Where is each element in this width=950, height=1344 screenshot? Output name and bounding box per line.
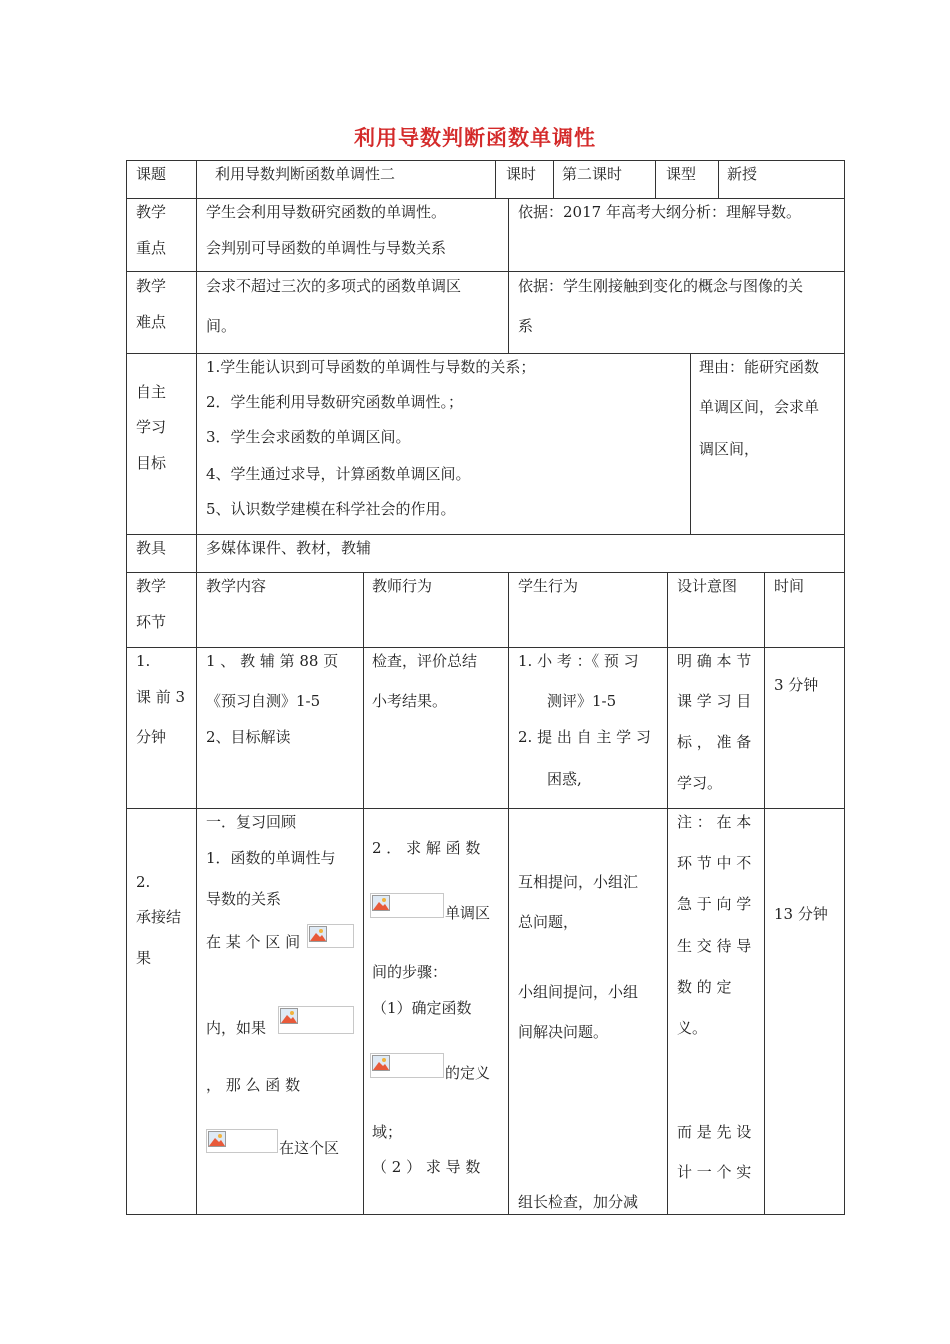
objective-item: 1.学生能认识到可导函数的单调性与导数的关系；: [206, 358, 536, 376]
stage2-content: 导数的关系: [206, 890, 282, 908]
table-rule: [126, 572, 845, 573]
table-rule: [764, 572, 765, 1215]
table-rule: [508, 572, 509, 1215]
image-placeholder-icon: [372, 1055, 390, 1071]
stage1-stage: 课 前 3: [136, 688, 186, 706]
difficulties-basis: 系: [518, 317, 534, 335]
col-content: 教学内容: [206, 577, 267, 595]
stage2-student: 总问题，: [518, 913, 579, 931]
stage2-teacher: 域；: [372, 1123, 403, 1141]
stage1-design: 学习。: [677, 774, 723, 792]
difficulties-label: 难点: [136, 313, 167, 331]
col-teacher: 教师行为: [372, 577, 433, 595]
stage2-time: 13 分钟: [774, 905, 828, 923]
stage1-content: 1 、 教 辅 第 88 页: [206, 652, 339, 670]
stage1-time: 3 分钟: [774, 676, 819, 694]
table-rule: [126, 808, 845, 809]
type-value: 新授: [727, 165, 758, 183]
topic-label: 课题: [136, 165, 167, 183]
table-rule: [655, 160, 656, 199]
objectives-label: 自主: [136, 383, 167, 401]
objectives-label: 学习: [136, 418, 167, 436]
objective-item: 2．学生能利用导数研究函数单调性。；: [206, 393, 464, 411]
stage2-teacher: 单调区: [445, 904, 491, 922]
col-stage: 环节: [136, 613, 167, 631]
table-rule: [667, 572, 668, 1215]
type-label: 课型: [666, 165, 697, 183]
stage2-design: 数 的 定: [677, 978, 732, 996]
image-placeholder-icon: [309, 926, 327, 942]
stage2-student: 组长检查，加分减: [518, 1193, 639, 1211]
col-stage: 教学: [136, 577, 167, 595]
stage2-teacher: （ 2 ） 求 导 数: [372, 1158, 481, 1176]
stage2-student: 间解决问题。: [518, 1023, 609, 1041]
stage1-design: 明 确 本 节: [677, 652, 752, 670]
formula-image: [370, 1053, 444, 1078]
col-design: 设计意图: [677, 577, 738, 595]
stage2-design: 环 节 中 不: [677, 854, 752, 872]
stage2-stage: 果: [136, 949, 152, 967]
key-point-line: 会判别可导函数的单调性与导数关系: [206, 239, 447, 257]
stage2-design: 生 交 待 导: [677, 937, 752, 955]
objective-item: 4、学生通过求导，计算函数单调区间。: [206, 465, 471, 483]
stage1-student: 测评》1-5: [547, 692, 617, 710]
formula-image: [206, 1129, 278, 1153]
stage2-teacher: 的定义: [445, 1064, 491, 1082]
objective-reason: 调区间，: [699, 440, 760, 458]
stage2-content: 一．复习回顾: [206, 813, 297, 831]
image-placeholder-icon: [372, 895, 390, 911]
difficulty-line: 间。: [206, 317, 237, 335]
col-time: 时间: [774, 577, 805, 595]
table-rule: [363, 572, 364, 1215]
period-value: 第二课时: [562, 165, 623, 183]
stage1-stage: 1.: [136, 652, 151, 670]
objective-reason: 理由：能研究函数: [699, 358, 820, 376]
key-points-basis: 依据：2017 年高考大纲分析：理解导数。: [518, 203, 801, 221]
table-rule: [126, 353, 845, 354]
col-student: 学生行为: [518, 577, 579, 595]
image-placeholder-icon: [208, 1131, 226, 1147]
stage1-student: 1. 小 考 ：《 预 习: [518, 652, 639, 670]
difficulties-basis: 依据：学生刚接触到变化的概念与图像的关: [518, 277, 804, 295]
objective-reason: 单调区间，会求单: [699, 398, 820, 416]
stage1-design: 课 学 习 目: [677, 692, 752, 710]
stage2-teacher: 间的步骤：: [372, 963, 448, 981]
stage2-content: 内，如果: [206, 1019, 267, 1037]
page-title: 利用导数判断函数单调性: [354, 126, 596, 150]
difficulties-label: 教学: [136, 277, 167, 295]
objective-item: 5、认识数学建模在科学社会的作用。: [206, 500, 456, 518]
formula-image: [307, 924, 354, 948]
formula-image: [278, 1006, 354, 1034]
table-rule: [126, 271, 845, 272]
table-rule: [126, 160, 127, 1215]
stage2-teacher: （1）确定函数: [372, 999, 472, 1017]
stage1-stage: 分钟: [136, 728, 167, 746]
table-rule: [196, 160, 197, 1215]
stage1-content: 2、目标解读: [206, 728, 291, 746]
objectives-label: 目标: [136, 454, 167, 472]
stage2-stage: 承接结: [136, 908, 182, 926]
stage1-content: 《预习自测》1-5: [206, 692, 321, 710]
tools-label: 教具: [136, 539, 167, 557]
table-rule: [553, 160, 554, 199]
stage2-content: 在这个区: [279, 1139, 340, 1157]
stage2-student: 小组间提问，小组: [518, 983, 639, 1001]
key-points-label: 重点: [136, 239, 167, 257]
table-rule: [844, 160, 845, 1215]
table-rule: [718, 160, 719, 199]
stage2-teacher: 2 ． 求 解 函 数: [372, 839, 481, 857]
table-rule: [508, 198, 509, 354]
stage1-teacher: 检查，评价总结: [372, 652, 478, 670]
table-rule: [126, 1214, 845, 1215]
stage2-content: 1．函数的单调性与: [206, 849, 336, 867]
stage2-design: 急 于 向 学: [677, 895, 752, 913]
stage2-content: 在 某 个 区 间: [206, 933, 301, 951]
key-points-label: 教学: [136, 203, 167, 221]
table-rule: [126, 160, 845, 161]
lesson-plan-table: [126, 160, 845, 1215]
stage1-student: 2. 提 出 自 主 学 习: [518, 728, 651, 746]
stage2-stage: 2.: [136, 873, 151, 891]
table-rule: [126, 647, 845, 648]
table-rule: [495, 160, 496, 199]
image-placeholder-icon: [280, 1008, 298, 1024]
stage2-design: 义。: [677, 1019, 708, 1037]
table-rule: [126, 534, 845, 535]
stage2-student: 互相提问，小组汇: [518, 873, 639, 891]
table-rule: [126, 198, 845, 199]
stage2-design: 注 ： 在 本: [677, 813, 752, 831]
stage2-content: ， 那 么 函 数: [206, 1076, 301, 1094]
key-point-line: 学生会利用导数研究函数的单调性。: [206, 203, 447, 221]
stage2-design: 计 一 个 实: [677, 1163, 752, 1181]
tools-value: 多媒体课件、教材，教辅: [206, 539, 372, 557]
stage2-design: 而 是 先 设: [677, 1123, 752, 1141]
difficulty-line: 会求不超过三次的多项式的函数单调区: [206, 277, 462, 295]
formula-image: [370, 893, 444, 918]
stage1-teacher: 小考结果。: [372, 692, 448, 710]
stage1-student: 困惑,: [547, 770, 582, 788]
topic-value: 利用导数判断函数单调性二: [215, 165, 396, 183]
table-rule: [690, 353, 691, 535]
period-label: 课时: [506, 165, 537, 183]
stage1-design: 标 ， 准 备: [677, 733, 752, 751]
objective-item: 3．学生会求函数的单调区间。: [206, 428, 411, 446]
